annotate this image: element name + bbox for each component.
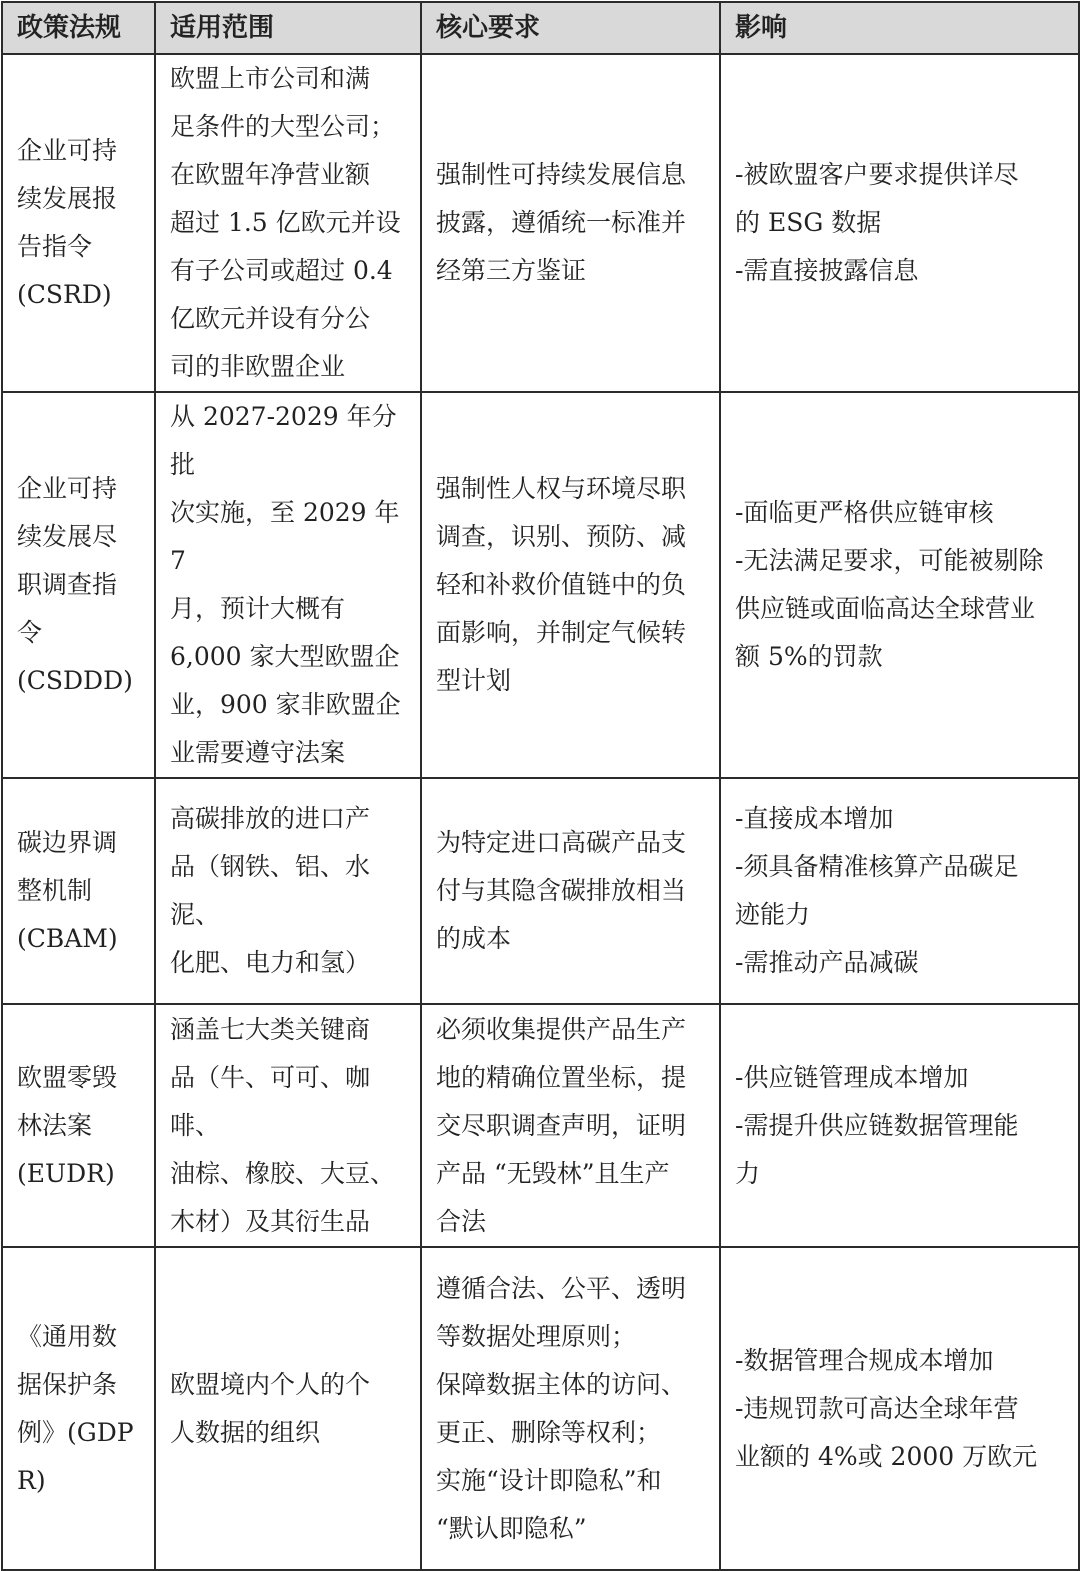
cell-line: -数据管理合规成本增加 <box>735 1345 994 1375</box>
impact-cell <box>720 1004 1079 1247</box>
cell-line: 超过 1.5 亿欧元并设 <box>170 208 401 237</box>
cell-line: -须具备精准核算产品碳足 <box>735 852 1019 881</box>
cell-line: 在欧盟年净营业额 <box>170 160 371 189</box>
header-scope: 适用范围 <box>155 2 421 54</box>
cell-line: 披露，遵循统一标准并 <box>436 208 687 237</box>
cell-line: 业需要遵守法案 <box>170 738 346 767</box>
cell-line: -需推动产品减碳 <box>735 948 919 977</box>
cell-line: 林法案 <box>17 1110 93 1140</box>
cell-line: 从 2027-2029 年分批 <box>170 402 397 479</box>
cell-line: 等数据处理原则； <box>436 1321 637 1351</box>
cell-line: 的 ESG 数据 <box>735 208 882 237</box>
cell-line: 品（钢铁、铝、水泥、 <box>170 852 371 929</box>
header-policy: 政策法规 <box>2 2 155 54</box>
cell-line: 面影响，并制定气候转 <box>436 618 687 647</box>
impact-cell <box>720 1247 1079 1570</box>
cell-line: 欧盟零毁 <box>17 1062 118 1092</box>
header-impact: 影响 <box>720 2 1079 54</box>
cell-line: 交尽职调查声明，证明 <box>436 1110 687 1140</box>
cell-line: 《通用数 <box>17 1321 118 1351</box>
table-body <box>2 54 1079 1570</box>
cell-line: 令 <box>17 618 43 647</box>
cell-line: 经第三方鉴证 <box>436 256 587 285</box>
requirement-cell <box>421 778 720 1004</box>
cell-line: -面临更严格供应链审核 <box>735 498 994 527</box>
cell-line: 额 5%的罚款 <box>735 642 883 671</box>
scope-cell <box>155 778 421 1004</box>
cell-line: 足条件的大型公司； <box>170 112 396 141</box>
impact-cell <box>720 54 1079 392</box>
impact-cell <box>720 392 1079 778</box>
cell-line: (EUDR) <box>17 1158 115 1188</box>
cell-line: -供应链管理成本增加 <box>735 1062 969 1092</box>
cell-line: 整机制 <box>17 876 93 905</box>
table-row <box>2 1004 1079 1247</box>
cell-line: (CBAM) <box>17 924 118 953</box>
cell-line: 品（牛、可可、咖啡、 <box>170 1062 371 1140</box>
policy-cell <box>2 778 155 1004</box>
cell-line: 续发展尽 <box>17 522 118 551</box>
cell-line: 有子公司或超过 0.4 <box>170 256 393 285</box>
header-requirement: 核心要求 <box>421 2 720 54</box>
requirement-cell <box>421 54 720 392</box>
cell-line: 6,000 家大型欧盟企 <box>170 642 400 671</box>
cell-line: -需直接披露信息 <box>735 256 919 285</box>
cell-line: 轻和补救价值链中的负 <box>436 570 687 599</box>
cell-line: 次实施，至 2029 年 7 <box>170 498 400 575</box>
cell-line: 亿欧元并设有分公 <box>170 304 371 333</box>
cell-line: -违规罚款可高达全球年营 <box>735 1393 1019 1423</box>
cell-line: -需提升供应链数据管理能 <box>735 1110 1019 1140</box>
cell-line: “默认即隐私” <box>436 1513 587 1543</box>
cell-line: 为特定进口高碳产品支 <box>436 828 687 857</box>
cell-line: 据保护条 <box>17 1369 118 1399</box>
scope-cell <box>155 392 421 778</box>
cell-line: 人数据的组织 <box>170 1417 321 1447</box>
cell-line: 遵循合法、公平、透明 <box>436 1273 687 1303</box>
cell-line: 木材）及其衍生品 <box>170 1206 371 1236</box>
cell-line: 实施“设计即隐私”和 <box>436 1465 662 1495</box>
cell-line: 职调查指 <box>17 570 118 599</box>
cell-line: 的成本 <box>436 924 512 953</box>
cell-line: 地的精确位置坐标，提 <box>436 1062 687 1092</box>
cell-line: (CSRD) <box>17 280 112 309</box>
requirement-cell <box>421 1004 720 1247</box>
cell-line: 更正、删除等权利； <box>436 1417 662 1447</box>
cell-line: 企业可持 <box>17 474 118 503</box>
cell-line: 调查，识别、预防、减 <box>436 522 687 551</box>
cell-line: (CSDDD) <box>17 666 133 695</box>
cell-line: 必须收集提供产品生产 <box>436 1014 687 1044</box>
cell-line: -直接成本增加 <box>735 804 894 833</box>
scope-cell <box>155 1247 421 1570</box>
cell-line: 供应链或面临高达全球营业 <box>735 594 1036 623</box>
cell-line: 合法 <box>436 1206 487 1236</box>
cell-line: 续发展报 <box>17 184 118 213</box>
cell-line: 月，预计大概有 <box>170 594 346 623</box>
table-header <box>2 2 1079 54</box>
cell-line: 告指令 <box>17 232 93 261</box>
cell-line: 付与其隐含碳排放相当 <box>436 876 687 905</box>
cell-line: 强制性可持续发展信息 <box>436 160 687 189</box>
scope-cell <box>155 54 421 392</box>
cell-line: 保障数据主体的访问、 <box>436 1369 687 1399</box>
cell-line: 碳边界调 <box>17 828 118 857</box>
cell-line: 迹能力 <box>735 900 811 929</box>
requirement-cell <box>421 1247 720 1570</box>
cell-line: 企业可持 <box>17 136 118 165</box>
table-row <box>2 392 1079 778</box>
cell-line: 力 <box>735 1158 761 1188</box>
header-row <box>2 2 1079 54</box>
cell-line: 型计划 <box>436 666 512 695</box>
table-row <box>2 54 1079 392</box>
cell-line: 例》(GDPR) <box>17 1417 134 1495</box>
cell-line: 业额的 4%或 2000 万欧元 <box>735 1441 1038 1471</box>
policy-cell <box>2 1004 155 1247</box>
cell-line: 产品 “无毁林”且生产 <box>436 1158 670 1188</box>
cell-line: 业，900 家非欧盟企 <box>170 690 401 719</box>
cell-line: -被欧盟客户要求提供详尽 <box>735 160 1019 189</box>
scope-cell <box>155 1004 421 1247</box>
impact-cell <box>720 778 1079 1004</box>
policy-cell <box>2 54 155 392</box>
policy-cell <box>2 392 155 778</box>
cell-line: 化肥、电力和氢） <box>170 948 371 977</box>
cell-line: 涵盖七大类关键商 <box>170 1014 371 1044</box>
cell-line: -无法满足要求，可能被剔除 <box>735 546 1044 575</box>
cell-line: 司的非欧盟企业 <box>170 352 346 381</box>
cell-line: 欧盟上市公司和满 <box>170 64 371 93</box>
table-row <box>2 1247 1079 1570</box>
table-row <box>2 778 1079 1004</box>
requirement-cell <box>421 392 720 778</box>
cell-line: 高碳排放的进口产 <box>170 804 371 833</box>
cell-line: 欧盟境内个人的个 <box>170 1369 371 1399</box>
policy-table <box>1 1 1080 1571</box>
policy-cell <box>2 1247 155 1570</box>
cell-line: 油棕、橡胶、大豆、 <box>170 1158 396 1188</box>
cell-line: 强制性人权与环境尽职 <box>436 474 687 503</box>
